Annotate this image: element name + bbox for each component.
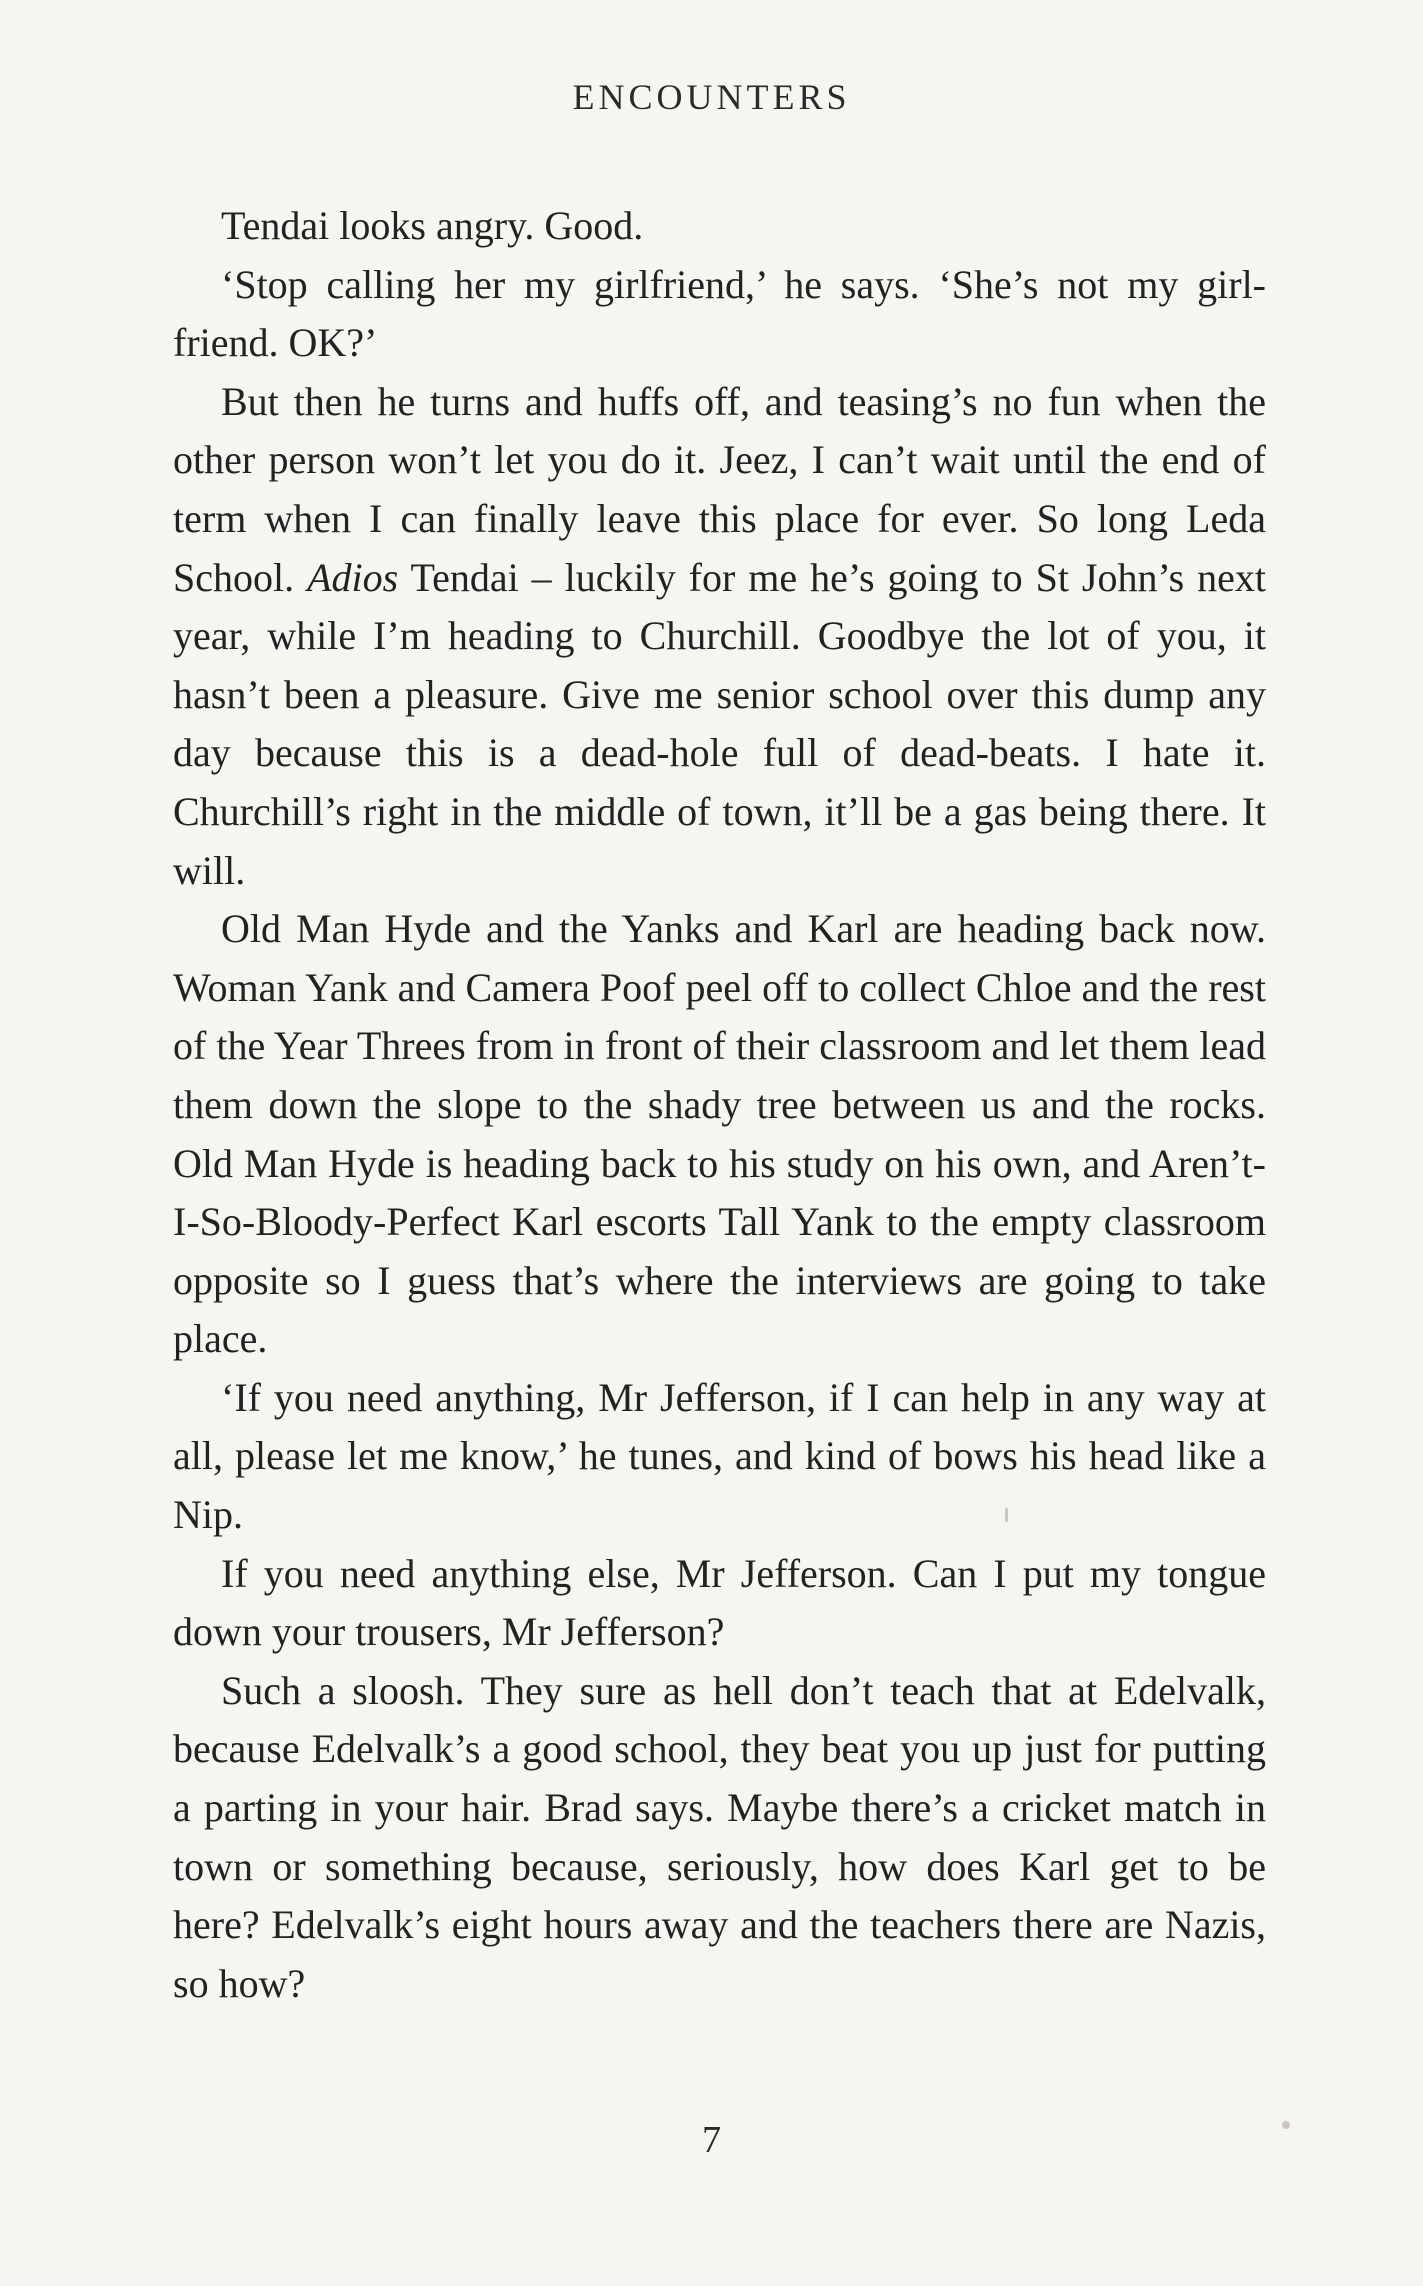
paragraph: Tendai looks angry. Good. (221, 203, 644, 248)
paragraph: Such a sloosh. They sure as hell don’t teach that at Edelvalk, because Edelvalk’s a good school, they beat you up just for putting a parting in your hair. Brad says. Maybe there’s a cricket match in town or something because, seriously, how does Karl get to be here? Edelvalk’s eight hours away and the teachers there are Nazis, so how? (173, 1667, 1266, 2006)
body-text (173, 197, 1266, 2013)
paragraph: If you need anything else, Mr Jefferson. Can I put my tongue down your trousers, Mr Jefferson? (173, 1550, 1266, 1655)
paragraph: ‘Stop calling her my girlfriend,’ he says. ‘She’s not my girl-friend. OK?’ (173, 261, 1266, 366)
paragraph-head: But then he turns and huffs off, and teasing’s no fun when the other person won’t let you do it. Jeez, I can’t wait until the end of term when I can finally leave this place for ever. So long Leda School. (173, 378, 1266, 600)
running-header: ENCOUNTERS (572, 77, 851, 117)
scan-speck (1282, 2121, 1290, 2129)
italic-word: Adios (307, 554, 399, 600)
paragraph-tail: Tendai – luckily for me he’s going to St John’s next year, while I’m heading to Churchill. Goodbye the lot of you, it hasn’t been a pleasure. Give me senior school over this dump any day because this is a dead-hole full of dead-beats. I hate it. Churchill’s right in the middle of town, it’ll be a gas being there. It will. (173, 554, 1267, 893)
scan-speck (1005, 1508, 1008, 1522)
paragraph-continuation (173, 555, 1266, 893)
paragraph (173, 373, 1266, 900)
paragraph: ‘If you need anything, Mr Jefferson, if I can help in any way at all, please let me know,’ he tunes, and kind of bows his head like a Nip. (173, 1374, 1266, 1538)
paragraph: Old Man Hyde and the Yanks and Karl are heading back now. Woman Yank and Camera Poof peel off to collect Chloe and the rest of the Year Threes from in front of their classroom and let them lead them down the slope to the shady tree between us and the rocks. Old Man Hyde is heading back to his study on his own, and Aren’t-I-So-Bloody-Perfect Karl escorts Tall Yank to the empty classroom opposite so I guess that’s where the interviews are going to take place. (173, 906, 1266, 1362)
page-number: 7 (702, 2119, 721, 2161)
